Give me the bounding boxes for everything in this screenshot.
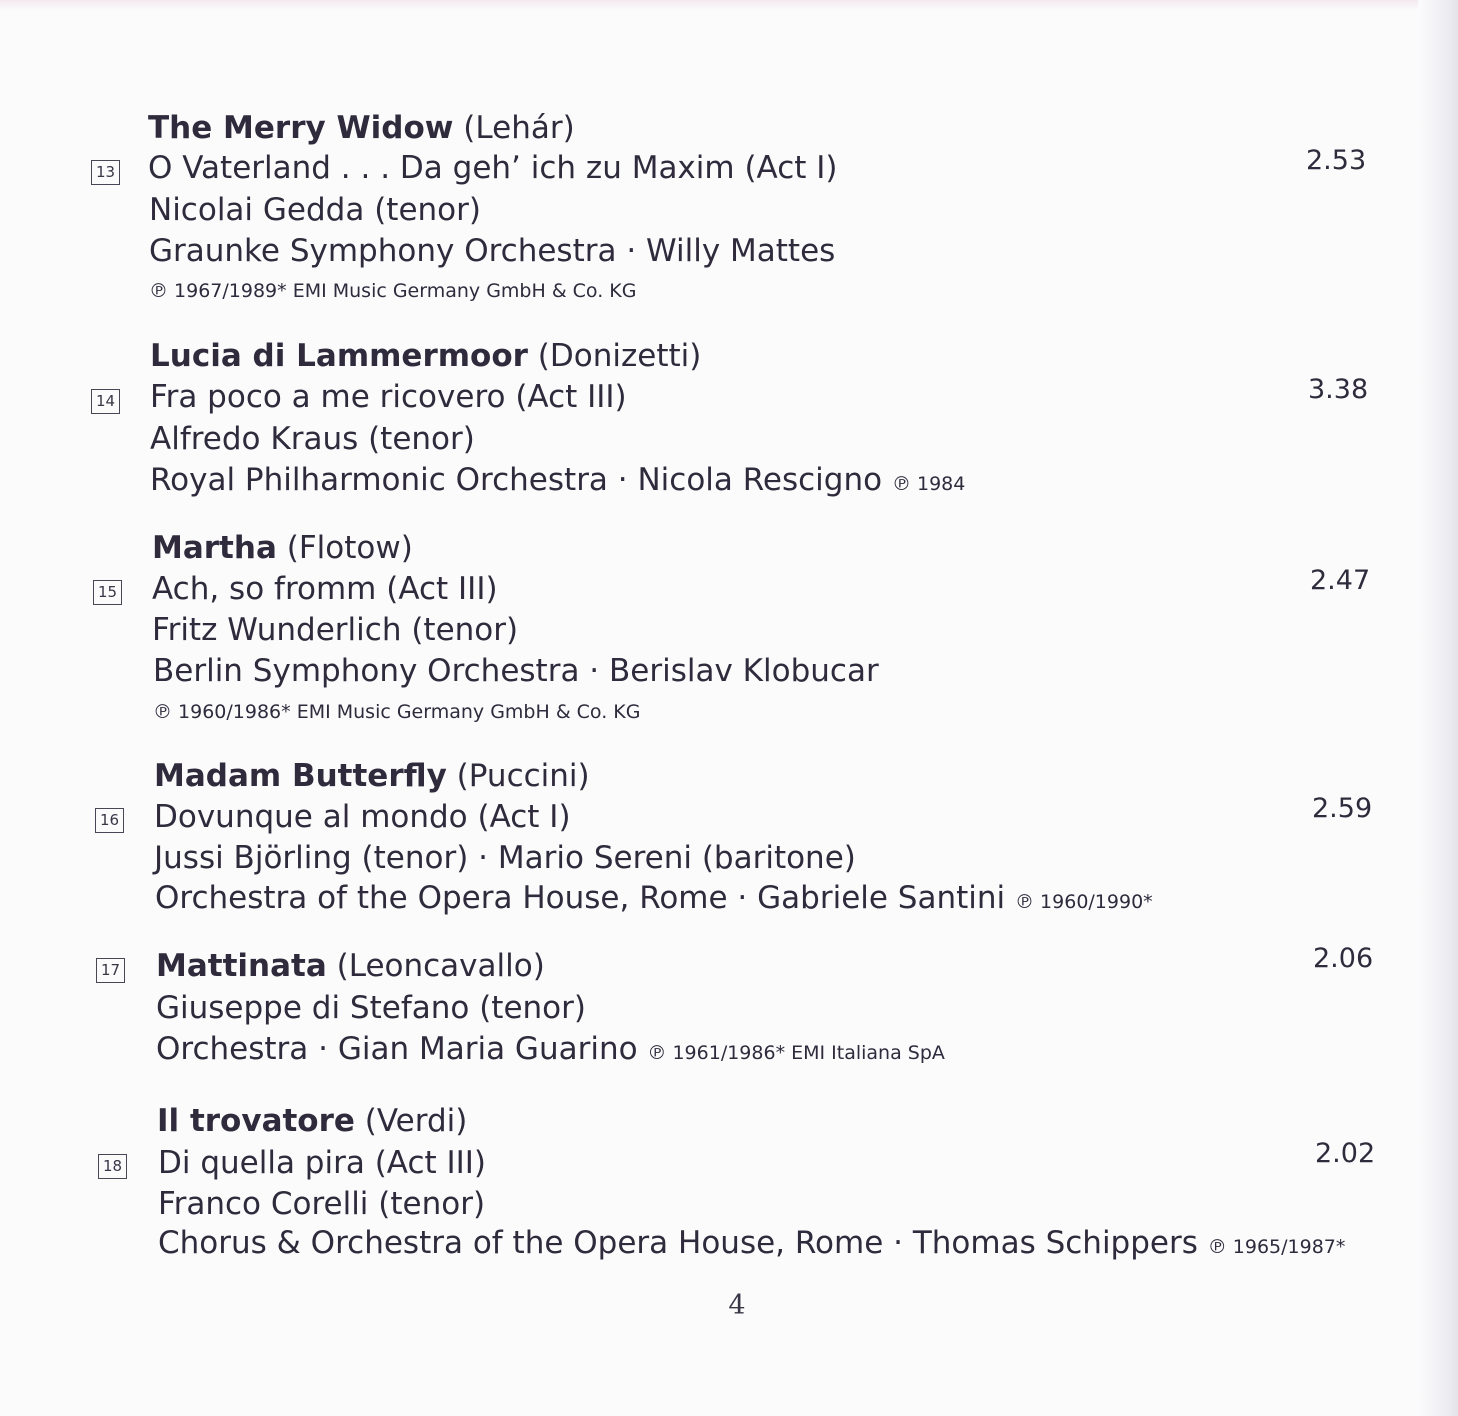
track-number: 13 — [91, 160, 120, 185]
copyright-credit: ℗ 1965/1987* — [1207, 1236, 1346, 1258]
orchestra-credit-line — [156, 1029, 945, 1073]
track-number: 14 — [91, 389, 120, 414]
composer: (Flotow) — [286, 530, 413, 566]
work-title: Mattinata — [156, 948, 327, 984]
singers: Fritz Wunderlich (tenor) — [152, 612, 519, 648]
work-title: The Merry Widow — [148, 110, 454, 146]
page-number: 4 — [728, 1290, 746, 1321]
work-heading — [148, 108, 575, 148]
composer: (Puccini) — [456, 758, 590, 794]
singers: Franco Corelli (tenor) — [158, 1186, 486, 1222]
track-number: 18 — [98, 1154, 127, 1179]
work-heading — [154, 756, 590, 796]
composer: (Verdi) — [364, 1103, 468, 1139]
track-duration: 3.38 — [1308, 374, 1369, 405]
work-title: Madam Butterfly — [154, 758, 447, 794]
singers: Nicolai Gedda (tenor) — [149, 192, 481, 228]
aria-title: Dovunque al mondo (Act I) — [154, 799, 571, 835]
singers: Giuseppe di Stefano (tenor) — [156, 990, 586, 1026]
copyright-credit: ℗ 1961/1986* EMI Italiana SpA — [647, 1042, 945, 1064]
composer: (Lehár) — [463, 110, 575, 146]
orchestra-credit-line — [158, 1223, 1345, 1267]
copyright-credit: ℗ 1967/1989* EMI Music Germany GmbH & Co. KG — [149, 280, 637, 302]
work-heading — [152, 528, 413, 568]
track-duration: 2.47 — [1310, 565, 1371, 596]
track-duration: 2.53 — [1306, 145, 1367, 176]
singers: Jussi Björling (tenor) · Mario Sereni (baritone) — [154, 840, 856, 876]
orchestra-conductor: Orchestra of the Opera House, Rome · Gabriele Santini — [155, 880, 1006, 916]
track-duration: 2.02 — [1315, 1138, 1376, 1169]
work-title: Lucia di Lammermoor — [150, 338, 528, 374]
copyright-credit: ℗ 1960/1986* EMI Music Germany GmbH & Co. KG — [153, 701, 641, 723]
aria-title: O Vaterland . . . Da geh’ ich zu Maxim (Act I) — [148, 150, 838, 186]
page-top-tint — [0, 0, 1458, 10]
orchestra-conductor: Chorus & Orchestra of the Opera House, Rome · Thomas Schippers — [158, 1225, 1198, 1261]
orchestra-conductor: Royal Philharmonic Orchestra · Nicola Rescigno — [150, 462, 883, 498]
work-heading — [156, 946, 545, 986]
composer: (Donizetti) — [537, 338, 702, 374]
work-title: Il trovatore — [157, 1103, 355, 1139]
copyright-credit: ℗ 1960/1990* — [1015, 891, 1153, 913]
track-duration: 2.06 — [1313, 943, 1374, 974]
orchestra-credit-line — [150, 460, 965, 504]
track-number: 16 — [95, 808, 124, 833]
track-duration: 2.59 — [1312, 793, 1373, 824]
track-number: 17 — [96, 958, 125, 983]
orchestra-conductor: Orchestra · Gian Maria Guarino — [156, 1031, 638, 1067]
work-heading — [150, 336, 701, 376]
copyright-credit: ℗ 1984 — [891, 473, 966, 495]
aria-title: Di quella pira (Act III) — [158, 1145, 487, 1181]
composer: (Leoncavallo) — [336, 948, 545, 984]
track-number: 15 — [93, 580, 122, 605]
orchestra-conductor: Berlin Symphony Orchestra · Berislav Klobucar — [153, 653, 879, 689]
orchestra-credit-line — [155, 878, 1153, 922]
work-heading — [157, 1101, 467, 1141]
page-edge-shadow — [1418, 0, 1458, 1416]
singers: Alfredo Kraus (tenor) — [150, 421, 475, 457]
aria-title: Ach, so fromm (Act III) — [152, 571, 498, 607]
aria-title: Fra poco a me ricovero (Act III) — [150, 379, 627, 415]
work-title: Martha — [152, 530, 277, 566]
orchestra-conductor: Graunke Symphony Orchestra · Willy Mattes — [149, 233, 836, 269]
